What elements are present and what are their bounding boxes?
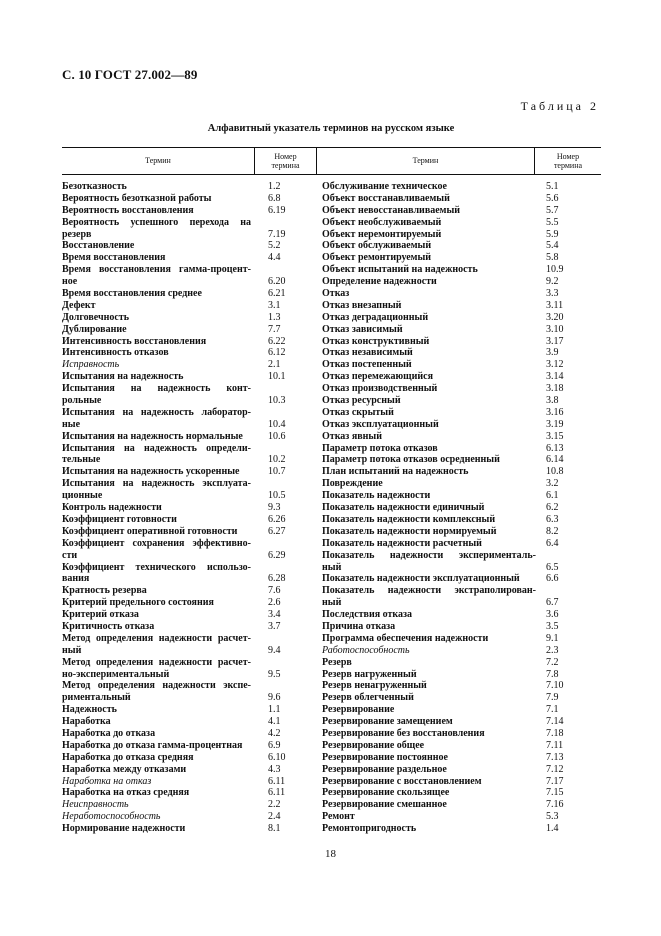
term-number: 3.14	[546, 371, 564, 383]
term-number: 4.4	[268, 252, 281, 264]
term-number: 6.1	[546, 490, 559, 502]
term-text: Наработка до отказа гамма-процентная	[62, 739, 243, 751]
term-text: Коэффициент сохранения эффективно-	[62, 537, 251, 549]
term-number: 10.1	[268, 371, 286, 383]
term-text: Показатель надежности эксперименталь-	[322, 549, 536, 561]
term-text: Резервирование с восстановлением	[322, 775, 482, 787]
term-number: 6.5	[546, 561, 559, 573]
term-number: 5.1	[546, 181, 559, 192]
table-label: Таблица 2	[520, 99, 599, 113]
term-text: сти	[62, 549, 78, 561]
term-text: Время восстановления	[62, 252, 166, 264]
term-number: 3.15	[546, 430, 564, 442]
column-header-number-line1: Номер	[274, 151, 297, 161]
term-number: 3.17	[546, 335, 564, 347]
term-text: Резерв ненагруженный	[322, 680, 427, 692]
term-text: Параметр потока отказов осредненный	[322, 454, 500, 466]
term-text: Критичность отказа	[62, 620, 155, 632]
term-text: Резерв	[322, 656, 352, 668]
term-text: План испытаний на надежность	[322, 466, 469, 478]
term-text: Резервирование замещением	[322, 716, 453, 728]
term-number: 6.6	[546, 573, 559, 585]
term-text: Показатель надежности экстраполирован-	[322, 585, 536, 597]
term-number: 7.11	[546, 739, 564, 751]
term-text: ционные	[62, 490, 103, 502]
term-text: Показатель надежности единичный	[322, 502, 485, 514]
column-header-term: Термин	[412, 156, 439, 165]
term-text: Время восстановления среднее	[62, 288, 202, 300]
term-number: 6.29	[268, 549, 286, 561]
term-text: но-экспериментальный	[62, 668, 170, 680]
term-text: Показатель надежности комплексный	[322, 513, 496, 525]
term-text: Время восстановления гамма-процент-	[62, 264, 251, 276]
term-text: Резервирование без восстановления	[322, 727, 485, 739]
term-text: Определение надежности	[322, 276, 437, 288]
term-text: Долговечность	[62, 311, 130, 323]
term-number: 1.2	[268, 181, 281, 192]
term-text: Отказ независимый	[322, 347, 413, 359]
term-text: Отказ скрытый	[322, 406, 394, 418]
term-number: 7.7	[268, 323, 281, 335]
term-text: Отказ производственный	[322, 383, 438, 395]
term-text: риментальный	[62, 692, 131, 704]
term-text: Восстановление	[62, 240, 135, 252]
term-number: 9.1	[546, 632, 559, 644]
term-text: Последствия отказа	[322, 609, 413, 621]
term-text: Программа обеспечения надежности	[322, 632, 489, 644]
term-text: Испытания на надежность	[62, 371, 184, 383]
term-number: 7.12	[546, 763, 564, 775]
term-number: 2.1	[268, 359, 281, 371]
term-number: 4.1	[268, 716, 281, 728]
term-number: 3.18	[546, 383, 564, 395]
term-number: 9.4	[268, 644, 281, 656]
term-number: 6.2	[546, 502, 559, 514]
term-text: Резервирование	[322, 704, 395, 716]
term-text: Наработка	[62, 716, 111, 728]
term-number: 6.22	[268, 335, 286, 347]
term-text: Дублирование	[62, 323, 127, 335]
term-text: Отказ конструктивный	[322, 335, 430, 347]
term-text: Объект необслуживаемый	[322, 216, 442, 228]
term-number: 3.12	[546, 359, 564, 371]
term-number: 3.4	[268, 609, 281, 621]
term-text: ные	[62, 418, 81, 430]
column-header-number	[535, 147, 601, 174]
term-text: Метод определения надежности экспе-	[62, 680, 251, 692]
page-header: С. 10 ГОСТ 27.002—89	[62, 67, 198, 82]
term-number: 6.4	[546, 537, 559, 549]
term-number: 7.17	[546, 775, 564, 787]
term-number: 3.19	[546, 418, 564, 430]
term-text: Наработка между отказами	[62, 763, 187, 775]
term-number: 7.16	[546, 799, 564, 811]
term-number: 9.5	[268, 668, 281, 680]
term-number: 5.4	[546, 240, 559, 252]
term-text: Отказ внезапный	[322, 299, 402, 311]
term-text: Испытания на надежность лаборатор-	[62, 406, 251, 418]
term-text: Отказ	[322, 288, 350, 300]
term-number: 9.2	[546, 276, 559, 288]
term-number: 6.3	[546, 513, 559, 525]
term-number: 6.13	[546, 442, 564, 454]
term-number: 6.27	[268, 525, 286, 537]
term-text: Показатель надежности расчетный	[322, 537, 482, 549]
term-number: 7.19	[268, 228, 286, 240]
term-text: Резервирование общее	[322, 739, 425, 751]
term-text: Отказ постепенный	[322, 359, 412, 371]
term-text: Критерий отказа	[62, 609, 139, 621]
term-text: Наработка до отказа	[62, 727, 156, 739]
term-number: 3.3	[546, 288, 559, 300]
term-number: 6.21	[268, 288, 286, 300]
term-number: 5.6	[546, 192, 559, 204]
column-header-number-line1: Номер	[556, 151, 580, 161]
term-text: Ремонт	[322, 811, 355, 823]
term-text: Вероятность успешного перехода на	[62, 216, 251, 228]
term-number: 7.9	[546, 692, 559, 704]
term-text: Наработка до отказа средняя	[62, 751, 194, 763]
term-number: 3.6	[546, 609, 559, 621]
term-text: резерв	[62, 228, 92, 240]
term-text: Отказ деградационный	[322, 311, 429, 323]
term-text: Отказ перемежающийся	[322, 371, 433, 383]
term-number: 10.8	[546, 466, 564, 478]
term-text: Коэффициент технического использо-	[62, 561, 251, 573]
term-text: Объект обслуживаемый	[322, 240, 432, 252]
term-text: Метод определения надежности расчет-	[62, 656, 251, 668]
term-number: 3.20	[546, 311, 564, 323]
term-number: 6.28	[268, 573, 286, 585]
term-number: 2.3	[546, 644, 559, 656]
term-number: 7.18	[546, 727, 564, 739]
term-text: Коэффициент оперативной готовности	[62, 525, 238, 537]
term-text: Причина отказа	[322, 620, 396, 632]
term-number: 6.8	[268, 192, 281, 204]
term-number: 6.7	[546, 597, 559, 609]
term-text: Показатель надежности нормируемый	[322, 525, 497, 537]
term-text: Объект испытаний на надежность	[322, 264, 478, 276]
term-text: Неисправность	[62, 799, 129, 811]
term-number: 7.8	[546, 668, 559, 680]
term-number: 3.11	[546, 299, 564, 311]
term-text: Испытания на надежность определи-	[62, 442, 251, 454]
term-number: 3.2	[546, 478, 559, 490]
term-number: 3.16	[546, 406, 564, 418]
term-text: ный	[62, 644, 82, 656]
term-number: 6.14	[546, 454, 564, 466]
term-number: 6.19	[268, 204, 286, 216]
term-text: Метод определения надежности расчет-	[62, 632, 251, 644]
term-number: 2.4	[268, 811, 281, 823]
term-text: Интенсивность отказов	[62, 347, 169, 359]
table-header-rule	[62, 174, 601, 175]
term-number: 6.20	[268, 276, 286, 288]
term-number: 10.4	[268, 418, 286, 430]
term-text: рольные	[62, 395, 102, 407]
term-number: 7.10	[546, 680, 564, 692]
table-caption: Алфавитный указатель терминов на русском языке	[207, 123, 455, 134]
term-number: 2.6	[268, 597, 281, 609]
term-number: 9.3	[268, 502, 281, 514]
term-number: 10.5	[268, 490, 286, 502]
term-text: Неработоспособность	[62, 811, 161, 823]
term-text: Исправность	[62, 359, 120, 371]
term-text: Обслуживание техническое	[322, 181, 447, 192]
term-number: 7.13	[546, 751, 564, 763]
term-number: 3.1	[268, 299, 281, 311]
term-number: 3.10	[546, 323, 564, 335]
term-number: 8.1	[268, 823, 281, 835]
column-header-term: Термин	[145, 156, 171, 165]
term-number: 5.2	[268, 240, 281, 252]
term-text: Параметр потока отказов	[322, 442, 438, 454]
term-number: 6.26	[268, 513, 286, 525]
column-header-number	[255, 147, 316, 174]
term-number: 3.5	[546, 620, 559, 632]
term-number: 1.1	[268, 704, 281, 716]
term-text: Вероятность восстановления	[62, 204, 194, 216]
term-text: Испытания на надежность нормальные	[62, 430, 243, 442]
term-text: Наработка на отказ	[62, 775, 152, 787]
term-number: 5.5	[546, 216, 559, 228]
term-text: тельные	[62, 454, 101, 466]
term-text: Объект ремонтируемый	[322, 252, 432, 264]
term-number: 10.2	[268, 454, 286, 466]
term-text: Испытания на надежность эксплуата-	[62, 478, 251, 490]
term-text: ный	[322, 561, 342, 573]
term-text: Резервирование раздельное	[322, 763, 447, 775]
page-number: 18	[325, 848, 336, 860]
term-text: Резервирование постоянное	[322, 751, 448, 763]
term-text: Наработка на отказ средняя	[62, 787, 190, 799]
term-number: 2.2	[268, 799, 281, 811]
term-text: Повреждение	[322, 478, 383, 490]
term-text: Объект невосстанавливаемый	[322, 204, 461, 216]
term-number: 7.2	[546, 656, 559, 668]
term-text: Объект восстанавливаемый	[322, 192, 450, 204]
term-number: 4.2	[268, 727, 281, 739]
term-number: 7.6	[268, 585, 281, 597]
term-text: Объект неремонтируемый	[322, 228, 442, 240]
term-text: Показатель надежности	[322, 490, 431, 502]
term-text: Вероятность безотказной работы	[62, 192, 212, 204]
term-number: 5.7	[546, 204, 559, 216]
term-text: Ремонтопригодность	[322, 823, 417, 835]
term-number: 10.6	[268, 430, 286, 442]
term-number: 7.14	[546, 716, 564, 728]
term-number: 10.9	[546, 264, 564, 276]
column-header-number-line2: термина	[553, 160, 583, 170]
term-text: Интенсивность восстановления	[62, 335, 207, 347]
term-text: вания	[62, 573, 90, 585]
term-text: Резервирование смешанное	[322, 799, 447, 811]
term-text: Безотказность	[62, 181, 127, 192]
term-text: Отказ ресурсный	[322, 395, 401, 407]
term-text: Испытания на надежность ускоренные	[62, 466, 240, 478]
term-number: 10.7	[268, 466, 286, 478]
term-number: 6.11	[268, 787, 286, 799]
term-number: 5.9	[546, 228, 559, 240]
term-number: 3.7	[268, 620, 281, 632]
term-number: 5.8	[546, 252, 559, 264]
term-number: 7.15	[546, 787, 564, 799]
term-text: Резерв нагруженный	[322, 668, 417, 680]
term-text: Испытания на надежность конт-	[62, 383, 251, 395]
term-text: Резерв облегченный	[322, 692, 414, 704]
term-text: Коэффициент готовности	[62, 513, 177, 525]
column-header-number-line2: термина	[271, 160, 300, 170]
term-number: 8.2	[546, 525, 559, 537]
term-text: Нормирование надежности	[62, 823, 186, 835]
term-number: 6.10	[268, 751, 286, 763]
term-text: Надежность	[62, 704, 117, 716]
term-number: 10.3	[268, 395, 286, 407]
term-number: 9.6	[268, 692, 281, 704]
term-text: Отказ явный	[322, 430, 382, 442]
term-text: Контроль надежности	[62, 502, 162, 514]
term-text: Дефект	[62, 299, 96, 311]
term-number: 5.3	[546, 811, 559, 823]
term-number: 3.9	[546, 347, 559, 359]
term-number: 7.1	[546, 704, 559, 716]
term-number: 6.12	[268, 347, 286, 359]
term-text: Критерий предельного состояния	[62, 597, 214, 609]
term-text: Показатель надежности эксплуатационный	[322, 573, 520, 585]
term-number: 3.8	[546, 395, 559, 407]
term-text: ное	[62, 276, 78, 288]
term-number: 1.3	[268, 311, 281, 323]
term-number: 4.3	[268, 763, 281, 775]
term-text: Кратность резерва	[62, 585, 147, 597]
term-number: 6.11	[268, 775, 286, 787]
term-number: 1.4	[546, 823, 559, 835]
term-text: Резервирование скользящее	[322, 787, 450, 799]
term-number: 6.9	[268, 739, 281, 751]
term-text: Отказ эксплуатационный	[322, 418, 439, 430]
term-text: Отказ зависимый	[322, 323, 403, 335]
term-text: ный	[322, 597, 342, 609]
term-text: Работоспособность	[322, 644, 410, 656]
